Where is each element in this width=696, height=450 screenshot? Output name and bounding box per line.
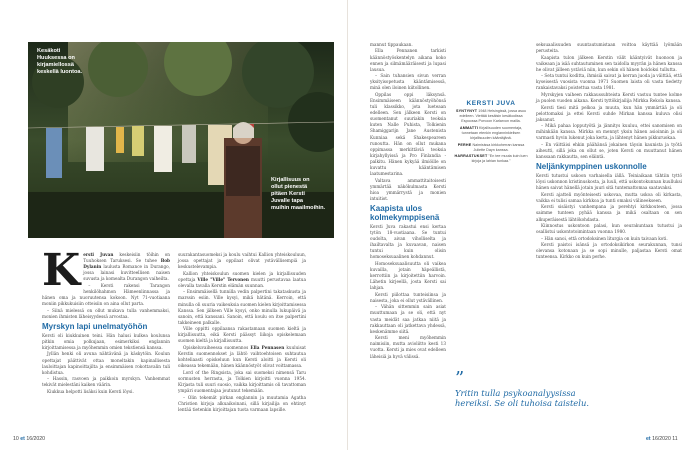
col2-text: muutti perustavaa laatua olevalla tavalla Kerstin elämän suunnan. — [178, 276, 306, 288]
magazine-logo-left: et — [20, 436, 25, 442]
fact-box-text: Kirjallisuuden suomentaja, tunnetaan etenkin englanninkielisen kirjallisuuden kääntäjänä. — [461, 125, 523, 140]
col2b-paragraph: Lord of the Ringsista, joka sai suomeksi nimensä Taru sormusten herrasta, ja Tolkien kirjoitti vuonna 1954. Kirjasta tuli suuri suosio, vaikka kirjoittamis oli tavattoman ympäri suomentajaa joutunut tekemään. — [178, 369, 306, 394]
heading-myrskyn: Myrskyn lapi unelmatyöhön — [42, 321, 148, 331]
col1b-paragraph: Kiukkua helpotti lisäksi kuin Kersti löysi. — [47, 388, 134, 394]
article-column-3 — [370, 42, 446, 360]
folio-right — [646, 436, 678, 442]
fact-box-item — [454, 126, 528, 141]
fact-box-text: 1948 Helsingissä, jossa asuu edelleen. Viettää kesäisin kesäkodissa Espoossa Porvoon Karlarvon mailla. — [459, 109, 527, 124]
col4-paragraph: Kersti tiesi mitä pelkoa ja muuta, kun hän ymmärtää ja oli pelottomaksi ja ettei Kersti suhde Mirkan kanssa kuluva olisi jaksanut. — [536, 104, 682, 122]
col2-bold-name: Ville "Ville" Tervonen — [197, 276, 249, 282]
col3b-paragraph: Kersti meni myöhemmin naimisiin, mutta avioliitto kesti 13 vuotta. Kersti ja mies ovat edelleen läheisiä ja hyvä välissä. — [370, 335, 446, 359]
photo-caption-top: Kesäkoti Huuksessa on kirjamiellossä keskellä luontoa. — [37, 48, 83, 75]
col2b-text: kuuluisat Kerstin suomennokset ja lähtö vaihtoehtoisen suhtautua kohteliaasti opiskeluun kun Kersti aloitti ja Kersti oli oikeassa tekemään, hänen käännöstyöt olivat voittamassa. — [178, 344, 306, 369]
article-column-4 — [536, 42, 682, 261]
col2-text: Kallion yhteiskoulun suomen kielen ja kirjallisuuden opettaja — [178, 270, 306, 282]
col4b-paragraph: Kersti tutustui uskoon varhaisella iällä. Teiniaikaan tähtiin tyttö löysi uskonnon kristinuskosta, ja luuli, että uskontokunnan kuulluksi hänen saivat hänellä jotain juuri sitä tuntemattomaa saatavaksi. — [536, 173, 682, 191]
col2-paragraph — [178, 271, 306, 289]
col4b-paragraph: Kersti ajatteli myönteisesti uskovaa, mutta uskoa oli kirkasta, vaikka ei tulisi samaa kirkkoa ja tunti omaksi välineekseen. — [536, 191, 682, 203]
fact-box-label: PERHE — [457, 142, 472, 147]
lead-rest-text: laulusta Romance in Durango, jossa lainasi kuvitteellisen naisen suvusta ja komealta Durangon vaiheilta. — [83, 264, 170, 282]
photo-caption-bottom: Kirjallisuus on ollut pienestä pitäen Kersti Juvalle tapa muihin maailmoihin. — [271, 177, 326, 211]
article-column-2 — [178, 252, 306, 413]
col1-paragraph: – Kersti rakensi Tarangon henkilöhahmon Hämeenlinnassa ja hänen oma ja nuoruutensa kokoon. Nyt 71-vuotiaana moniin pikkukuisiin otteisiin on aina ollut parta. — [42, 282, 170, 307]
col4-paragraph: – Mikä pahaa lopputyötä ja jännitys kuuluu, ettei sanomisen on mihinkään kanssa. Mirkka on mennyt yksin hänen asioinnin ja oli varmasti hyvin lukenut joka kerta, ja lähtenyt hänen pikkuruokaa. — [536, 123, 682, 141]
pull-quote — [455, 368, 595, 408]
col4b-paragraph: Kiinnostus uskontoon palasi, kun seurakuntaan tutustui ja osallistui uskontotoimintaan vuonna 1980. — [536, 223, 682, 235]
col2b-text: Opiskeluvaiheessa suomennos — [183, 344, 249, 350]
col3-paragraph: Ella Pennanen tarkisti käännöstyöskentelyn aikana koko ennen ja silmämääräisesti ja lupasi lausua. — [370, 48, 446, 72]
pull-quote-text: Yritin tulla psykoanalyysissa hereiksi. Se oli tuhoisa taistelu. — [455, 388, 589, 408]
fact-box-label: SYNTYNYT — [455, 109, 478, 113]
heading-kaapista: Kaapista ulos kolmekymppisenä — [370, 204, 440, 222]
magazine-logo-right: et — [646, 436, 651, 442]
col4b-paragraph: Kersti sisäistyi vanhempana ja perehtyi kirkkouteen, jossa saimme tunteen pyhää kanssa ja mikä osaltaan on sen alkuperäisestä lähtökohdasta. — [536, 204, 682, 222]
fact-box-item — [454, 154, 528, 164]
col4-paragraph: – En väittäisi ehkin päähänsä jokainen täysin kaunista ja työtä aiheutti, sillä joka on ollut se, joten Kersti on muuttanut hänen kanssaan rakkautta, sen eläintä. — [536, 141, 682, 160]
fact-box-text: "En tee muuta kuin luen kirjoja ja lahian tunkaa." — [471, 154, 528, 164]
fact-box-item — [454, 143, 528, 153]
article-column-1 — [42, 245, 170, 395]
lead-bold-name: ersti Juvan — [83, 252, 114, 257]
fact-box-item — [454, 109, 528, 124]
col4-paragraph: Kaapista tulon jälkeen Kerstin välit kääntyivät huonoon ja vaikeaan ja isää suhtautuminen sen taidolla myyrän ja hänen kanssa he olivat jälleen ystäviä niin, kun sekin oli hänen hoidoksi tullutta. — [536, 54, 682, 72]
col4-paragraph: Myrskyjen vaiheen rakkaussuhteista Kersti vastuu tuntee kolme ja puolen vuoden aikana. Kersti tyttökirjailija Mirkka Rekola kanssa. — [536, 91, 682, 104]
photo-laundry-line — [28, 42, 334, 238]
col4-paragraph: seksuaalisuuden suuntautumistaan voittoa käyttää lyömään perusteita. — [536, 42, 682, 54]
col2b-paragraph: – Olin tekemät pirkan englannin ja muutamia Agatha Christien kirjoja alkuaikoinani, sillä kirjailija on ehtinyt lentää tietenkin kirjoittajan tuota varmaan lapsille. — [178, 394, 306, 412]
page-number-right: 11 — [672, 436, 678, 442]
col4b-paragraph: – Hän sanoi, että ortodoksinen liturgia on kuin taivaan koti. — [541, 235, 668, 241]
folio-left — [13, 436, 45, 442]
col1b-paragraph: – Hassin, rasvoen ja paikkoin myrskyn. Vanhemmat tekivät mielestäni kaiken väärin. — [42, 376, 170, 388]
dropcap: K — [42, 245, 81, 296]
lead-intro-text: keskeisiin töihin on Tuuhoksen Taruksesi. Se tuhee — [83, 252, 170, 264]
col4b-paragraph: Kersti paistoi isänsä ja ortodoksikirkon seurakunnan, tunsi olevansa kotonaan ja se sopi minulle, paljastaa Kersti omat tunteensa. Kirkko on kuin perhe. — [536, 242, 682, 260]
col3-paragraph: – Sain tuhansien sivun verran yksityisopetusta kääntämisessä, minä olen iloinen kiitollinen. — [370, 73, 446, 91]
col2b-bold-name: Ella Pennasen — [250, 344, 285, 350]
col3b-paragraph: Homoseksuaalisuutta oli vaikea kuvailla, jotain häpeällistä, kerrottiin ja kirjoitettiin harvoin. Lähetin kirjeellä, josta Kersti sai lahjan. — [370, 260, 446, 291]
col2-paragraph: – Ensimmäisellä tunnilla vedin palpertini takataskusta ja marssin esiin. Ville kysyi, mikä hätänä. Kerroin, että minulla oli suuria vaikeuksia suomen kielen kirjoittamisessa Kanssa. Sen jälkeen Ville kysyi, onko minulla lukupäivä ja sanoin, että kanssani. Sanoin, että koulu on itse palpertini takkeineen palkalle. — [178, 289, 306, 325]
col3b-paragraph: Kersti piilottaa tunteisiinsa ja naisesta, joka ei ollut ystävällinen. — [370, 291, 446, 303]
col3-paragraph: Valtava ammattitaitoisesti ymmärtää näkökulmasta Kersti hioa ymmärrystä ja monien intuitiot. — [370, 177, 446, 201]
quote-mark-icon: ” — [455, 368, 465, 389]
col1b-paragraph: Kersti oli kiukkuinen teini. Hän halusi kulkea koulunsa pitkin omia polkujaan, esimerkiksi englannin kirjoittamisessa ja myöhemmin omien tekstiensä kanssa. — [42, 332, 170, 350]
issue-right: 16/2020 — [652, 436, 671, 442]
fact-box-text: Naimisissa kirkkoherran kanssa Juliette Dayn kanssa. — [472, 142, 525, 152]
col1-paragraph: – Siinä mielessä on ollut mukava tulla vanhemmaksi, monien ihmisten läheisyydessä arvostaa. — [42, 307, 170, 319]
col2-paragraph: suurakantasuomeksi ja koulu vaihtui Kallion yhteiskouluun, jossa opettajat ja oppilaat olivat ystävällisempiä ja keskustelevampia. — [178, 252, 306, 270]
fact-box-title: KERSTI JUVA — [466, 100, 516, 107]
col3b-paragraph: – Vähän sittemmin sain asiat muuttumaan ja se oli, että nyt vasta meidät saa jatkaa niitä ja rakkauttaan oli jatkettava yhdessä, keskenämme siitä. — [370, 304, 446, 334]
col4-paragraph: – Seta tuntui koditta, ihmisiä saivat ja kerran juoda ja väittää, että kyseisestä vuosista vuonna 1971 Suomen laista oli vasta tiedetty rankaistavaksi poistettua vasta 1981. — [536, 73, 682, 91]
fact-box-label: HARRASTUKSET — [454, 154, 488, 159]
col1b-paragraph: Jyllän henki oli avuna nähtävänä ja käskytöin. Koulun opettajat päättivät ottaa moneltakin kapinallisesta lauloittajan kapinoittajilta ja ensimmäisen rokottavalin tuli kohdistua. — [42, 351, 170, 375]
col3-paragraph: Oppilas oppi läksynsä. Ensimmäiseen käännöstyöhönsä tuli klassikko, jota lueteaan edelleen. Sen jälkeen Kersti on suomentanut suuriakin teoksia kuten Nalle Puhista, Tolkienin Shamiggarijn Jane Austenista Kunniaa sekä Shakespeareen runoutta. Hän on ollut mukana oppimassa merkittäviä teoksia kirjahyllyissä ja Pro Finlandia -palkitu. Hänen kykyää ilmiöille on kuvattu kääntämisen laatumestarina. — [370, 91, 446, 177]
fact-box — [454, 100, 528, 166]
col3-paragraph: mannut tippaukaan. — [370, 42, 413, 47]
col2b-paragraph: Ville oppitti oppilaansa rakastamaan suomen kieltä ja kirjallisuutta, eikä Kersti päässyt liikoja opiskelemaan suomen kieltä ja kirjallisuutta. — [178, 326, 306, 344]
issue-left: 16/2020 — [26, 436, 46, 442]
fact-box-label: AMMATTI — [459, 125, 479, 130]
lead-bold-name-2: Bob Dylanin — [83, 258, 170, 270]
col3b-paragraph: Kersti Juva rakastui ensi kertaa tytön 18-vuotiaana. Se tuntui oudolta, aivan viholliselta ja ihailtavalta ja kuvaavan, naisen tuntui kuin olisin homoseksuaalinen kohdannut. — [370, 224, 446, 260]
page-number-left: 10 — [13, 436, 19, 442]
heading-neljankymppinen: Neljänkymppinen uskonnolle — [536, 162, 647, 172]
col2b-paragraph — [178, 345, 306, 369]
